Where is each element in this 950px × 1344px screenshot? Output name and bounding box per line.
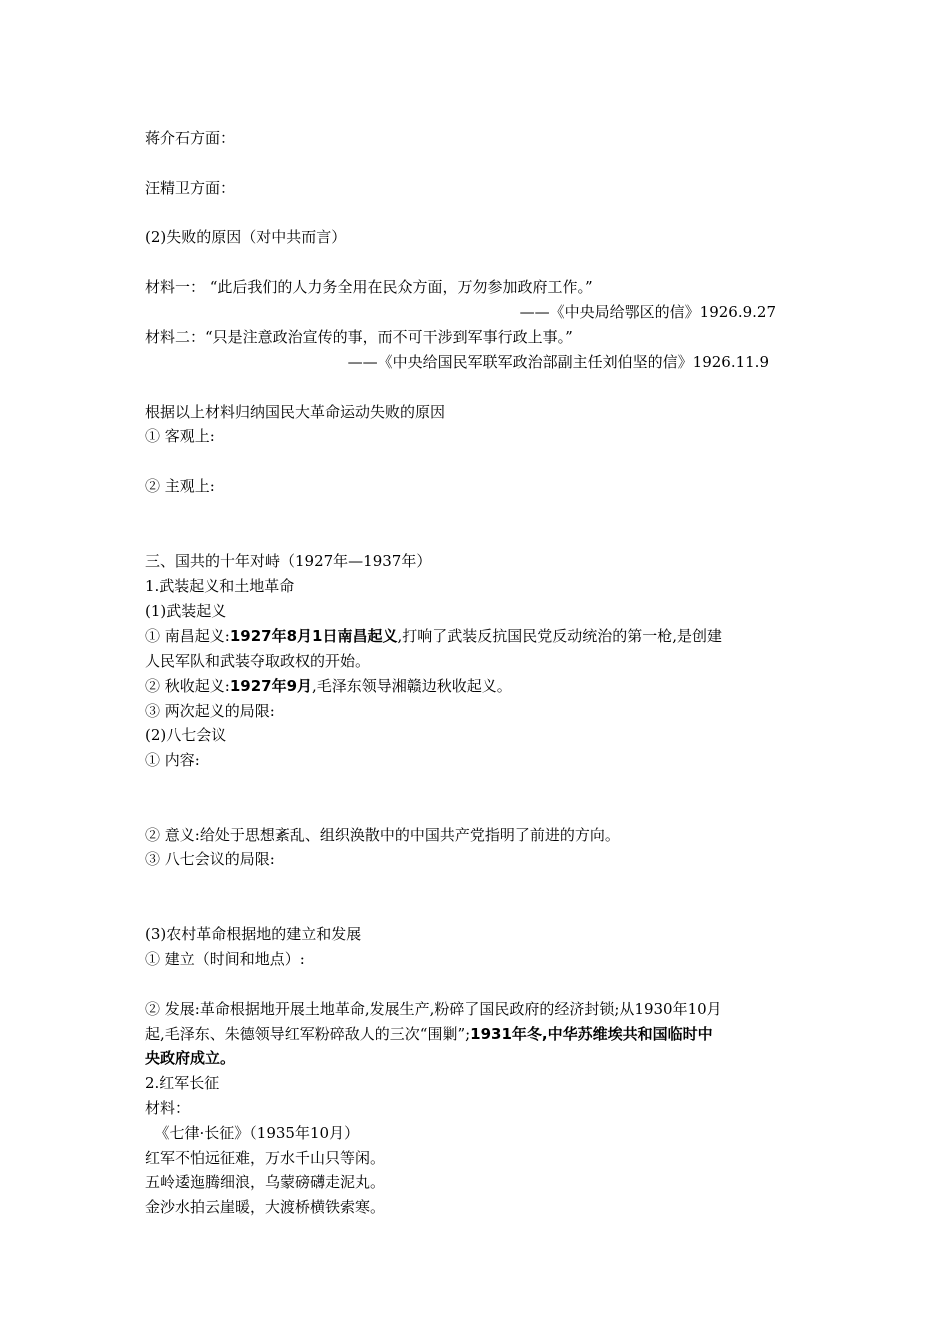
section-heading: (2)失败的原因（对中共而言） <box>145 228 347 246</box>
text-line: ① 建立（时间和地点）: <box>145 950 305 968</box>
bold-text: 1927年9月 <box>229 677 313 695</box>
bold-text: 1931年冬,中华苏维埃共和国临时中 <box>470 1025 713 1043</box>
autumn-harvest-uprising <box>145 676 512 696</box>
text-line: ② 发展:革命根据地开展土地革命,发展生产,粉碎了国民政府的经济封锁;从1930年10月 <box>145 1000 722 1018</box>
text-line: ③ 两次起义的局限: <box>145 702 275 720</box>
question-item: ② 主观上: <box>145 477 215 495</box>
subsection-heading: (2)八七会议 <box>145 726 227 744</box>
text-span: ① 南昌起义: <box>145 627 230 645</box>
nanchang-uprising <box>145 626 722 646</box>
question-prompt: 根据以上材料归纳国民大革命运动失败的原因 <box>145 403 446 421</box>
text-span: ② 秋收起义: <box>145 677 230 695</box>
text-line: ③ 八七会议的局限: <box>145 850 275 868</box>
subsection-heading: (3)农村革命根据地的建立和发展 <box>145 925 362 943</box>
subsection-title: 2.红军长征 <box>145 1074 220 1092</box>
material-one: 材料一： “此后我们的人力务全用在民众方面，万勿参加政府工作。” <box>145 278 593 296</box>
text-line: 人民军队和武装夺取政权的开始。 <box>145 652 371 670</box>
poem-line: 五岭逶迤腾细浪，乌蒙磅礴走泥丸。 <box>145 1173 386 1191</box>
material-two: 材料二：“只是注意政治宣传的事，而不可干涉到军事行政上事。” <box>145 328 573 346</box>
poem-line: 红军不怕远征难，万水千山只等闲。 <box>145 1149 386 1167</box>
subsection-title: 1.武装起义和土地革命 <box>145 577 295 595</box>
text-line <box>145 1024 713 1044</box>
subsection-heading: (1)武装起义 <box>145 602 227 620</box>
material-two-source: ——《中央给国民军联军政治部副主任刘伯坚的信》1926.11.9 <box>347 353 769 371</box>
question-item: ① 客观上: <box>145 427 215 445</box>
text-line <box>145 1048 235 1068</box>
text-line: ① 内容: <box>145 751 200 769</box>
text-line: 蒋介石方面： <box>145 129 236 147</box>
material-one-source: ——《中央局给鄂区的信》1926.9.27 <box>519 303 776 321</box>
section-title: 三、国共的十年对峙（1927年—1937年） <box>145 552 432 570</box>
text-span: 起,毛泽东、朱德领导红军粉碎敌人的三次“围剿”; <box>145 1025 471 1043</box>
bold-text: 1927年8月1日南昌起义 <box>229 627 398 645</box>
text-span: ,打响了武装反抗国民党反动统治的第一枪,是创建 <box>397 627 722 645</box>
poem-title: 《七律·长征》（1935年10月） <box>145 1124 360 1142</box>
text-line: 材料： <box>145 1099 191 1117</box>
poem-line: 金沙水拍云崖暖，大渡桥横铁索寒。 <box>145 1198 386 1216</box>
text-span: ,毛泽东领导湘赣边秋收起义。 <box>312 677 512 695</box>
text-line: 汪精卫方面： <box>145 179 236 197</box>
text-line: ② 意义:给处于思想紊乱、组织涣散中的中国共产党指明了前进的方向。 <box>145 826 620 844</box>
bold-text: 央政府成立。 <box>145 1049 236 1067</box>
